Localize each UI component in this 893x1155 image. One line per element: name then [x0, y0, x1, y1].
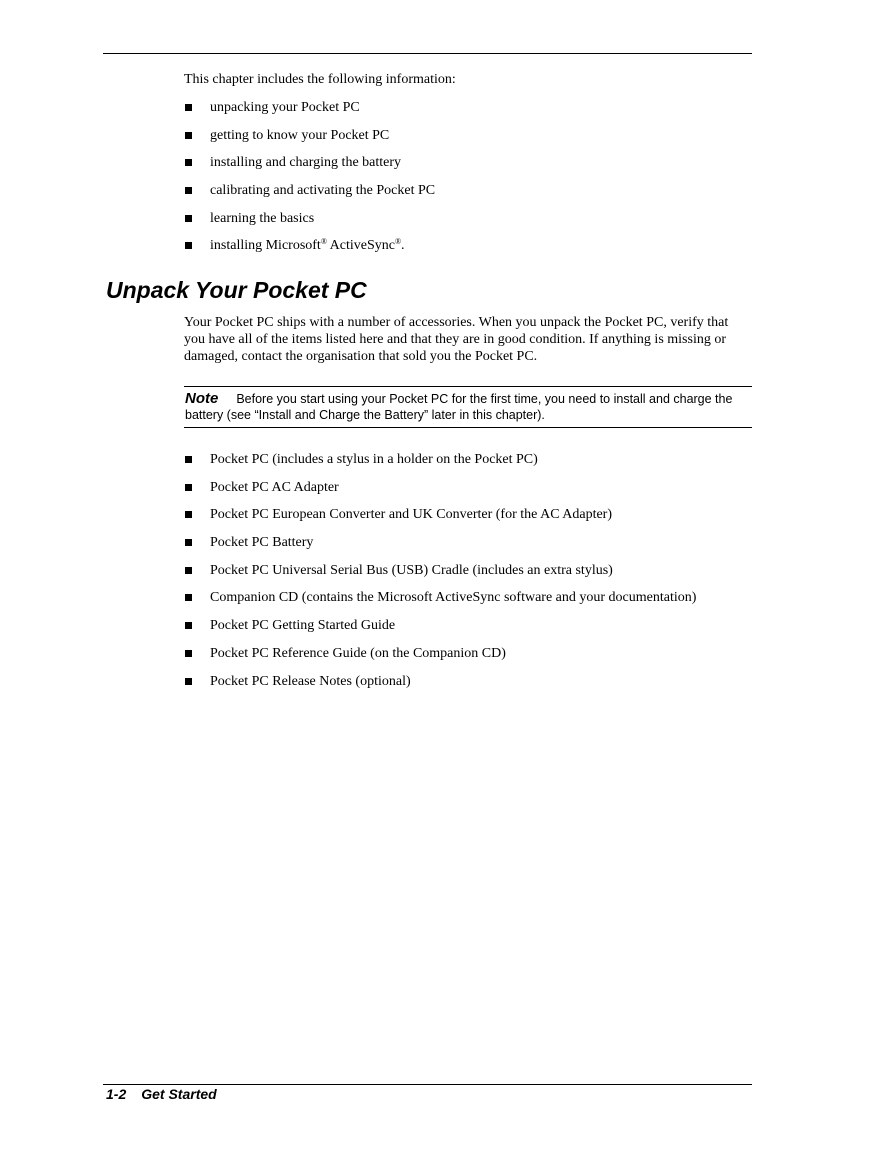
square-bullet-icon	[185, 567, 192, 574]
square-bullet-icon	[185, 678, 192, 685]
square-bullet-icon	[185, 187, 192, 194]
footer-rule	[103, 1084, 752, 1085]
square-bullet-icon	[185, 539, 192, 546]
square-bullet-icon	[185, 456, 192, 463]
list-item-text: Pocket PC Release Notes (optional)	[210, 673, 411, 689]
square-bullet-icon	[185, 484, 192, 491]
list-item-text: installing and charging the battery	[210, 155, 402, 171]
list-item	[184, 99, 435, 127]
activesync-item-end: .	[401, 238, 405, 254]
list-item	[184, 534, 696, 562]
list-item	[184, 154, 435, 182]
list-item-text: Pocket PC Battery	[210, 535, 314, 551]
list-item	[184, 562, 696, 590]
list-item	[184, 182, 435, 210]
page-footer	[106, 1086, 217, 1103]
list-item-text: Pocket PC European Converter and UK Converter (for the AC Adapter)	[210, 507, 613, 523]
square-bullet-icon	[185, 594, 192, 601]
list-item	[184, 479, 696, 507]
note-text: Before you start using your Pocket PC for the first time, you need to install and charge the battery (see “Install and Charge the Battery” later in this chapter).	[185, 392, 733, 422]
list-item	[184, 617, 696, 645]
note-content	[185, 391, 751, 423]
section-heading: Unpack Your Pocket PC	[106, 277, 367, 303]
list-item	[184, 127, 435, 155]
list-item-text: unpacking your Pocket PC	[210, 100, 360, 115]
list-item	[184, 589, 696, 617]
list-item	[184, 237, 435, 265]
list-item-text: Pocket PC (includes a stylus in a holder on the Pocket PC)	[210, 452, 538, 467]
note-box	[184, 386, 752, 428]
list-item-text: Pocket PC Reference Guide (on the Companion CD)	[210, 645, 506, 661]
list-item	[184, 673, 696, 701]
square-bullet-icon	[185, 159, 192, 166]
list-item	[184, 210, 435, 238]
list-item	[184, 451, 696, 479]
note-label: Note	[185, 390, 219, 407]
list-item-text: learning the basics	[210, 210, 315, 226]
page-number: 1-2	[106, 1086, 127, 1102]
registered-mark: ®	[394, 237, 402, 247]
square-bullet-icon	[185, 622, 192, 629]
activesync-item-part2: ActiveSync	[326, 238, 395, 254]
list-item-text: Pocket PC AC Adapter	[210, 479, 339, 495]
header-rule	[103, 53, 752, 54]
list-item	[184, 645, 696, 673]
list-item-text: Pocket PC Getting Started Guide	[210, 618, 396, 634]
chapter-contents-list	[184, 99, 435, 265]
registered-mark: ®	[320, 237, 327, 247]
chapter-intro: This chapter includes the following information:	[184, 72, 456, 87]
activesync-item-part1: installing Microsoft	[210, 238, 321, 254]
list-item	[184, 506, 696, 534]
square-bullet-icon	[185, 242, 192, 249]
accessories-list	[184, 451, 696, 700]
list-item-text: getting to know your Pocket PC	[210, 127, 390, 143]
square-bullet-icon	[185, 132, 192, 139]
footer-chapter-title: Get Started	[141, 1086, 217, 1102]
list-item-text: Pocket PC Universal Serial Bus (USB) Cradle (includes an extra stylus)	[210, 562, 613, 578]
section-paragraph: Your Pocket PC ships with a number of accessories. When you unpack the Pocket PC, verify that you have all of the items listed here and that they are in good condition. If anything is missing or damaged, contact the organisation that sold you the Pocket PC.	[184, 315, 729, 364]
square-bullet-icon	[185, 104, 192, 111]
square-bullet-icon	[185, 650, 192, 657]
list-item-text: Companion CD (contains the Microsoft ActiveSync software and your documentation)	[210, 590, 697, 606]
list-item-text: calibrating and activating the Pocket PC	[210, 183, 436, 199]
square-bullet-icon	[185, 215, 192, 222]
square-bullet-icon	[185, 511, 192, 518]
